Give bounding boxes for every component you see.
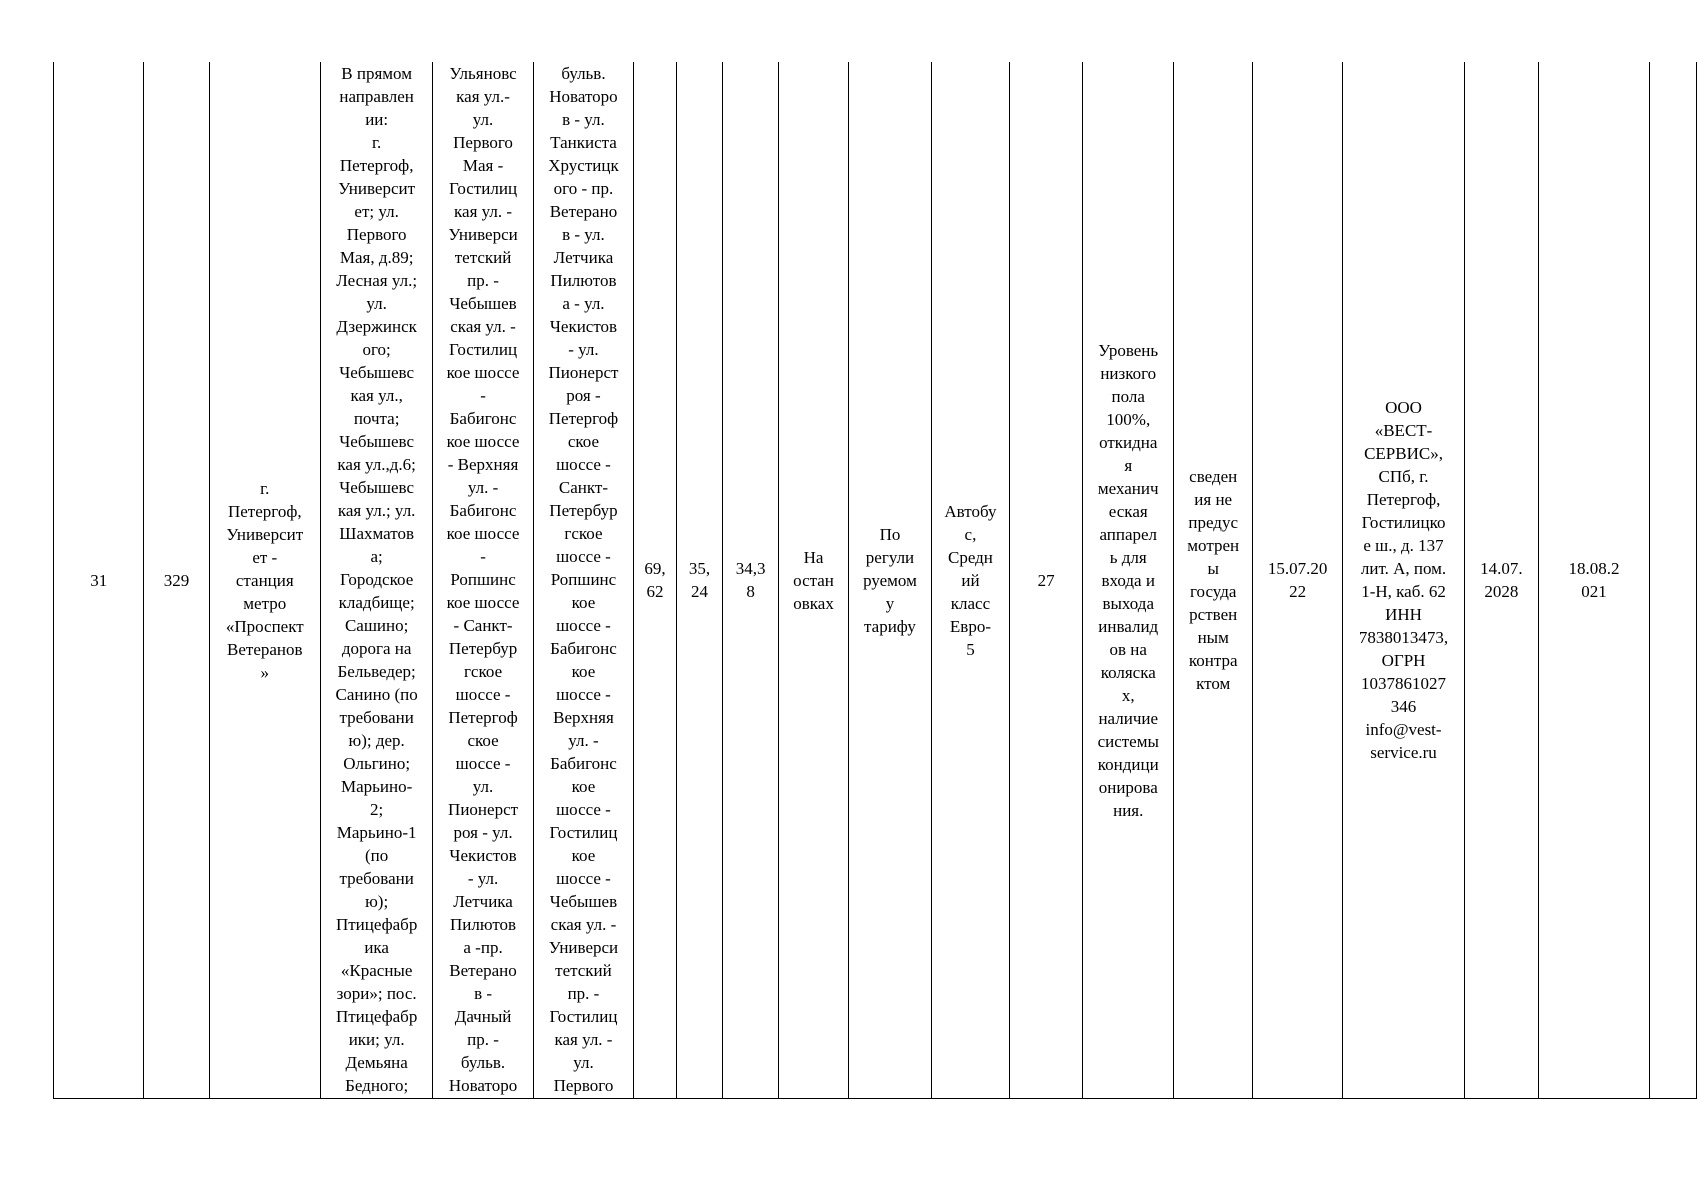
streets-forward-cell: Ульяновс кая ул.- ул. Первого Мая - Гостилиц кая ул. - Универси тетский пр. - Чебышев ская ул. - Гостилиц кое шоссе - Бабигонс кое шоссе - Верхняя ул. - Бабигонс кое шоссе - Ропшинс кое шоссе - Санкт- Петербур гское шоссе - Петергоф ское шоссе - ул. Пионерст роя - ул. Чекистов - ул. Летчика Пилютов а -пр. Ветерано в - Дачный пр. - бульв. Новаторо <box>433 62 533 1099</box>
route-number-cell: 329 <box>144 62 209 1099</box>
length-total-cell: 69, 62 <box>634 62 677 1099</box>
stops-cell: В прямом направлен ии: г. Петергоф, Университ ет; ул. Первого Мая, д.89; Лесная ул.; ул. Дзержинск ого; Чебышевс кая ул., почта; Чебышевс кая ул.,д.6; Чебышевс кая ул.; ул. Шахматов а; Городское кладбище; Сашино; дорога на Бельведер; Санино (по требовани ю); дер. Ольгино; Марьино- 2; Марьино-1 (по требовани ю); Птицефабр ика «Красные зори»; пос. Птицефабр ики; ул. Демьяна Бедного; <box>320 62 432 1099</box>
boarding-order-cell: На остан овках <box>778 62 848 1099</box>
streets-backward-cell: бульв. Новаторо в - ул. Танкиста Хрустицк ого - пр. Ветерано в - ул. Летчика Пилютов а - ул. Чекистов - ул. Пионерст роя - Петергоф ское шоссе - Санкт- Петербур гское шоссе - Ропшинс кое шоссе - Бабигонс кое шоссе - Верхняя ул. - Бабигонс кое шоссе - Гостилиц кое шоссе - Чебышев ская ул. - Универси тетский пр. - Гостилиц кая ул. - ул. Первого <box>533 62 633 1099</box>
route-registry-table <box>53 62 1697 1099</box>
record-date-cell: 18.08.2 021 <box>1539 62 1650 1099</box>
tariff-cell: По регули руемом у тарифу <box>849 62 931 1099</box>
vehicle-features-cell: Уровень низкого пола 100%, откидна я механич еская аппарел ь для входа и выхода инвалид ов на коляска х, наличие системы кондици онирова ния. <box>1083 62 1174 1099</box>
contract-info-cell: сведен ия не предус мотрен ы госуда рствен ным контра ктом <box>1174 62 1253 1099</box>
length-backward-cell: 34,3 8 <box>723 62 779 1099</box>
length-forward-cell: 35, 24 <box>676 62 723 1099</box>
start-date-cell: 15.07.20 22 <box>1252 62 1342 1099</box>
vehicle-type-cell: Автобу с, Средн ий класс Евро- 5 <box>931 62 1010 1099</box>
vehicle-count-cell: 27 <box>1010 62 1083 1099</box>
carrier-cell: ООО «ВЕСТ- СЕРВИС», СПб, г. Петергоф, Гостилицко е ш., д. 137 лит. А, пом. 1-Н, каб. 62 ИНН 7838013473, ОГРН 1037861027 346 info@vest- service.ru <box>1343 62 1464 1099</box>
table-row <box>54 62 1697 1099</box>
row-number-cell: 31 <box>54 62 144 1099</box>
end-date-cell: 14.07. 2028 <box>1464 62 1538 1099</box>
extra-cell <box>1649 62 1696 1099</box>
route-name-cell: г. Петергоф, Университ ет - станция метро «Проспект Ветеранов » <box>209 62 320 1099</box>
